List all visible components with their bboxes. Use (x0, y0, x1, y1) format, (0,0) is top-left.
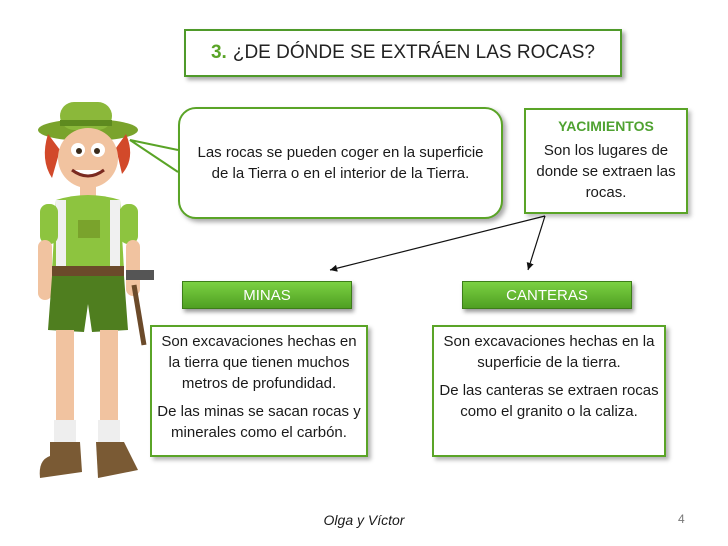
minas-description (150, 325, 368, 457)
yacimientos-text: Son los lugares de donde se extraen las rocas. (536, 142, 676, 201)
footer-author: Olga y Víctor (323, 512, 405, 528)
arrow-to-canteras (528, 216, 545, 270)
canteras-text-1: Son excavaciones hechas en la superficie de la tierra. (443, 333, 655, 371)
canteras-text-2: De las canteras se extraen rocas como el granito o la caliza. (439, 382, 659, 420)
canteras-description (432, 325, 666, 457)
slide-title-text: ¿DE DÓNDE SE EXTRÁEN LAS ROCAS? (232, 42, 595, 63)
speech-bubble-text: Las rocas se pueden coger en la superficie de la Tierra o en el interior de la Tierra. (197, 144, 484, 182)
yacimientos-title: YACIMIENTOS (558, 118, 654, 134)
speech-bubble (178, 107, 503, 219)
page-number: 4 (678, 512, 685, 526)
slide-title (184, 29, 622, 77)
yacimientos-box (524, 108, 688, 214)
minas-label: MINAS (182, 281, 352, 309)
canteras-label: CANTERAS (462, 281, 632, 309)
slide-title-number: 3. (210, 42, 227, 63)
minas-text-2: De las minas se sacan rocas y minerales como el carbón. (157, 403, 361, 441)
arrow-to-minas (330, 216, 545, 270)
minas-text-1: Son excavaciones hechas en la tierra que tienen muchos metros de profundidad. (161, 333, 357, 392)
